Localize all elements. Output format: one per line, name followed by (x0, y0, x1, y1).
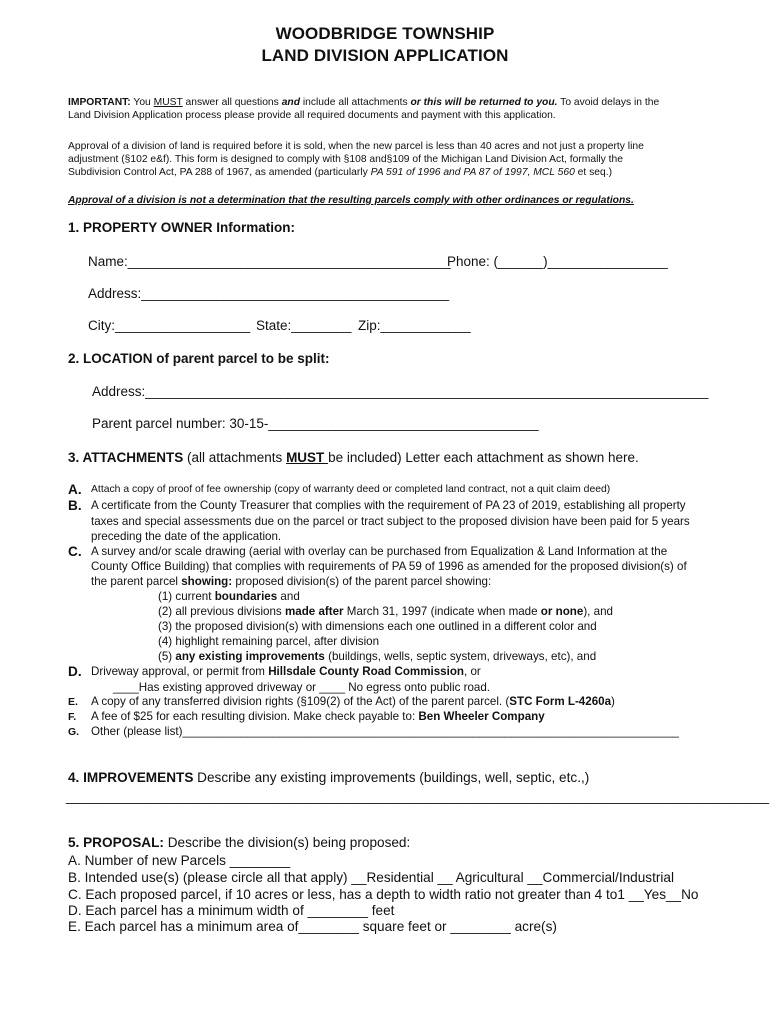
attachment-d-line2[interactable]: ____Has existing approved driveway or ____ No egress onto public road. (113, 681, 491, 694)
important-notice: IMPORTANT: You MUST answer all questions and include all attachments or this will be returned to you. To avoid delays in the (68, 97, 660, 108)
proposal-b-field[interactable]: B. Intended use(s) (please circle all that apply) __Residential __ Agricultural __Commercial/Industrial (68, 870, 674, 885)
attachment-e-text: A copy of any transferred division rights (§109(2) of the Act) of the parent parcel. (STC Form L-4260a) (91, 695, 615, 708)
attachment-c-line1: A survey and/or scale drawing (aerial with overlay can be purchased from Equalization & Land Information at the (91, 545, 668, 558)
attachment-f-letter: F. (68, 711, 77, 723)
parcel-address-field[interactable]: Address:___________________________________________________________________________ (92, 384, 709, 399)
attachment-c-item3: (3) the proposed division(s) with dimensions each one outlined in a different color and (158, 620, 597, 633)
approval-line1: Approval of a division of land is required before it is sold, when the new parcel is less than 40 acres and not just a property line (68, 141, 644, 152)
attachment-g-other-field[interactable]: Other (please list)_____________________________________________________________________________ (91, 725, 679, 738)
form-title-line1: WOODBRIDGE TOWNSHIP (275, 24, 495, 43)
attachment-c-item5: (5) any existing improvements (buildings, wells, septic system, driveways, etc), and (158, 650, 597, 663)
attachment-c-line2: County Office Building) that complies with requirements of PA 59 of 1996 as amended for the proposed division(s) of (91, 560, 687, 573)
attachment-b-line2: taxes and special assessments due on the parcel or tract subject to the proposed division have been paid for 5 years (91, 515, 690, 528)
approval-line2: adjustment (§102 e&f). This form is designed to comply with §108 and§109 of the Michigan Land Division Act, formally the (68, 154, 623, 165)
important-label: IMPORTANT: (68, 97, 131, 108)
owner-state-field[interactable]: State:________ (256, 318, 352, 333)
approval-line3: Subdivision Control Act, PA 288 of 1967, as amended (particularly PA 591 of 1996 and PA 87 of 1997, MCL 560 et seq.) (68, 167, 612, 178)
proposal-c-field[interactable]: C. Each proposed parcel, if 10 acres or less, has a depth to width ratio not greater than 4 to1 __Yes__No (68, 887, 699, 902)
attachment-b-line3: preceding the date of the application. (91, 530, 282, 543)
attachment-c-item1: (1) current boundaries and (158, 590, 300, 603)
attachment-b-letter: B. (68, 498, 82, 513)
attachment-c-letter: C. (68, 544, 82, 559)
section4-heading: 4. IMPROVEMENTS Describe any existing improvements (buildings, well, septic, etc.,) (68, 770, 590, 785)
form-title-line2: LAND DIVISION APPLICATION (261, 46, 509, 65)
owner-phone-field[interactable]: Phone: (______)________________ (447, 254, 668, 269)
section1-heading: 1. PROPERTY OWNER Information: (68, 220, 296, 235)
proposal-d-field[interactable]: D. Each parcel has a minimum width of ________ feet (68, 903, 395, 918)
attachment-f-text: A fee of $25 for each resulting division. Make check payable to: Ben Wheeler Company (91, 710, 545, 723)
attachment-d-letter: D. (68, 664, 82, 679)
improvements-field[interactable]: _____________________________________________________________________________________________ (66, 789, 770, 804)
important-notice-line2: Land Division Application process please provide all required documents and payment with this application. (68, 110, 556, 121)
attachment-g-letter: G. (68, 726, 80, 738)
owner-name-field[interactable]: Name:___________________________________________ (88, 254, 451, 269)
parent-parcel-number-field[interactable]: Parent parcel number: 30-15-____________________________________ (92, 416, 539, 431)
section2-heading: 2. LOCATION of parent parcel to be split: (68, 351, 330, 366)
owner-zip-field[interactable]: Zip:____________ (358, 318, 471, 333)
disclaimer: Approval of a division is not a determination that the resulting parcels comply with other ordinances or regulations. (68, 195, 634, 206)
attachment-a-letter: A. (68, 482, 82, 497)
section3-heading: 3. ATTACHMENTS (all attachments MUST be included) Letter each attachment as shown here. (68, 450, 639, 465)
attachment-e-letter: E. (68, 696, 78, 708)
proposal-e-field[interactable]: E. Each parcel has a minimum area of________ square feet or ________ acre(s) (68, 919, 557, 934)
section5-heading: 5. PROPOSAL: Describe the division(s) being proposed: (68, 835, 411, 850)
owner-city-field[interactable]: City:__________________ (88, 318, 251, 333)
proposal-a-field[interactable]: A. Number of new Parcels ________ (68, 853, 291, 868)
attachment-c-item2: (2) all previous divisions made after March 31, 1997 (indicate when made or none), and (158, 605, 613, 618)
attachment-c-item4: (4) highlight remaining parcel, after division (158, 635, 380, 648)
owner-address-field[interactable]: Address:_________________________________________ (88, 286, 450, 301)
attachment-c-line3: the parent parcel showing: proposed division(s) of the parent parcel showing: (91, 575, 492, 588)
attachment-b-line1: A certificate from the County Treasurer that complies with the requirement of PA 23 of 2019, establishing all property (91, 499, 686, 512)
attachment-a-text: Attach a copy of proof of fee ownership (copy of warranty deed or completed land contract, not a quit claim deed) (91, 484, 611, 495)
attachment-d-line1: Driveway approval, or permit from Hillsdale County Road Commission, or (91, 665, 481, 678)
